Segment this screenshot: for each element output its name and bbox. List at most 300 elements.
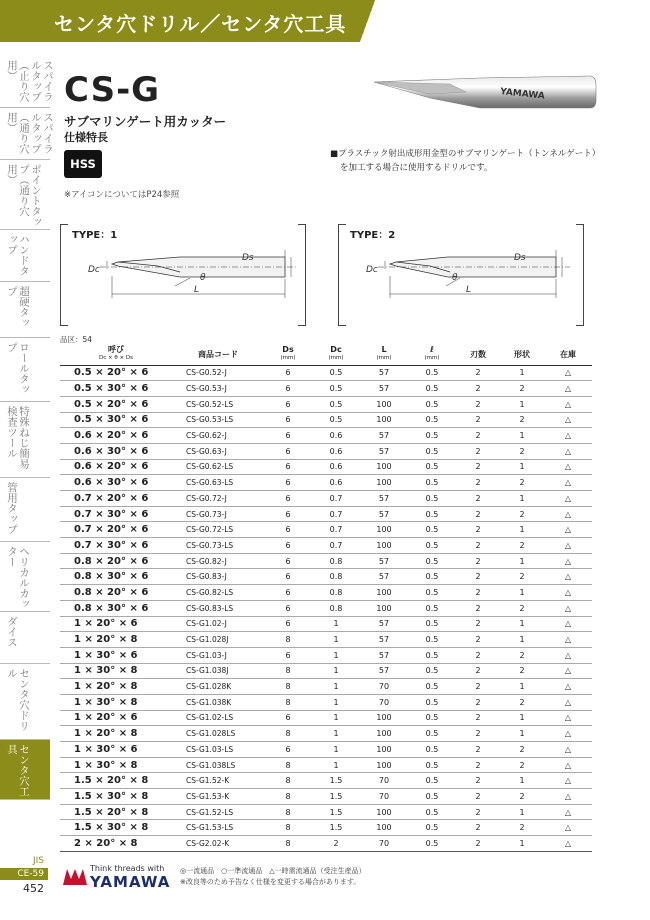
table-cell: 57 [360, 647, 408, 663]
column-header-label: ℓ [430, 345, 434, 355]
table-cell: 0.5 [408, 694, 456, 710]
sidebar-item-label: ダイス [6, 616, 18, 648]
sidebar-item[interactable] [0, 282, 50, 338]
table-row [60, 616, 592, 632]
sidebar-item-label: 特殊ねじ簡易検査ツール [6, 406, 30, 469]
table-cell: 70 [360, 694, 408, 710]
sidebar-item[interactable] [0, 542, 50, 612]
table-row [60, 459, 592, 475]
table-cell: CS-G0.72-J [172, 491, 264, 507]
table-cell: 100 [360, 710, 408, 726]
table-cell: 0.7 × 20° × 6 [60, 491, 172, 507]
column-header-unit: (mm) [424, 355, 440, 362]
table-cell: 100 [360, 742, 408, 758]
table-cell: 0.5 [408, 647, 456, 663]
table-row [60, 789, 592, 805]
table-cell: 0.5 [408, 553, 456, 569]
table-cell: 2 [456, 757, 500, 773]
table-cell: 8 [264, 820, 312, 836]
column-header-label: Dc [330, 345, 342, 355]
table-cell: △ [544, 585, 592, 601]
legend-line: ◎一流通品 ○一準流通品 △一時需流通品（受注生産品） [180, 867, 366, 875]
table-cell: 6 [264, 710, 312, 726]
brand-tagline: Think threads with [90, 864, 165, 873]
table-row [60, 836, 592, 852]
spec-table [60, 344, 592, 852]
sidebar-item[interactable] [0, 160, 50, 230]
table-cell: 2 [456, 506, 500, 522]
table-row [60, 632, 592, 648]
table-cell: △ [544, 600, 592, 616]
column-header-label: L [381, 345, 387, 355]
table-cell: 1 [500, 679, 544, 695]
page-number: 452 [23, 882, 44, 895]
column-header [500, 344, 544, 365]
table-cell: 0.7 [312, 506, 360, 522]
table-cell: 1.5 × 20° × 8 [60, 773, 172, 789]
table-cell: 0.5 [312, 381, 360, 397]
table-cell: 1 [500, 632, 544, 648]
table-cell: 1 × 30° × 6 [60, 647, 172, 663]
table-cell: 70 [360, 679, 408, 695]
table-cell: 0.5 [408, 506, 456, 522]
sidebar-item[interactable] [0, 612, 50, 664]
table-cell: 0.7 × 20° × 6 [60, 522, 172, 538]
table-cell: △ [544, 710, 592, 726]
table-row [60, 694, 592, 710]
table-cell: 0.5 [408, 396, 456, 412]
table-cell: 1 [312, 726, 360, 742]
table-cell: 1 [312, 647, 360, 663]
table-cell: △ [544, 569, 592, 585]
table-cell: 2 [456, 381, 500, 397]
column-header-label: 刃数 [470, 349, 486, 359]
table-cell: △ [544, 647, 592, 663]
table-cell: 1 [500, 804, 544, 820]
table-row [60, 522, 592, 538]
table-cell: 1 [500, 459, 544, 475]
table-row [60, 396, 592, 412]
type1-label: TYPE：1 [72, 230, 118, 241]
table-row [60, 443, 592, 459]
column-header-label: 在庫 [560, 349, 576, 359]
table-cell: △ [544, 522, 592, 538]
table-cell: 0.7 [312, 522, 360, 538]
table-cell: 0.6 [312, 443, 360, 459]
table-cell: △ [544, 789, 592, 805]
tool-photo [370, 70, 600, 130]
table-cell: 1 [500, 726, 544, 742]
table-cell: 0.5 [408, 836, 456, 852]
table-cell: 1.5 [312, 789, 360, 805]
table-cell: 1 × 20° × 8 [60, 726, 172, 742]
table-cell: 1 [500, 396, 544, 412]
column-header-unit: (mm) [328, 355, 344, 362]
table-cell: 70 [360, 773, 408, 789]
table-cell: 0.5 [408, 789, 456, 805]
table-cell: 1 [312, 742, 360, 758]
column-header-unit: (mm) [280, 355, 296, 362]
table-cell: 6 [264, 443, 312, 459]
table-cell: CS-G0.73-LS [172, 538, 264, 554]
table-cell: 2 [456, 647, 500, 663]
table-cell: 6 [264, 600, 312, 616]
table-cell: CS-G1.028LS [172, 726, 264, 742]
table-cell: 2 [500, 694, 544, 710]
table-cell: CS-G0.83-J [172, 569, 264, 585]
column-header-label: Ds [282, 345, 294, 355]
table-cell: △ [544, 506, 592, 522]
table-cell: CS-G0.53-LS [172, 412, 264, 428]
table-cell: 6 [264, 475, 312, 491]
table-cell: 2 [500, 600, 544, 616]
table-cell: 2 [456, 679, 500, 695]
table-cell: CS-G1.028K [172, 679, 264, 695]
table-cell: 0.8 × 20° × 6 [60, 585, 172, 601]
tool-marking: YAMAWA [499, 87, 546, 102]
table-cell: 6 [264, 553, 312, 569]
table-cell: △ [544, 459, 592, 475]
table-cell: 0.8 [312, 600, 360, 616]
table-cell: CS-G0.63-LS [172, 475, 264, 491]
table-cell: CS-G0.72-LS [172, 522, 264, 538]
stock-legend [180, 866, 366, 888]
table-cell: 6 [264, 459, 312, 475]
sidebar-item[interactable] [0, 478, 50, 542]
table-cell: 0.6 [312, 428, 360, 444]
table-cell: 0.8 × 30° × 6 [60, 569, 172, 585]
table-cell: 57 [360, 428, 408, 444]
table-cell: 6 [264, 647, 312, 663]
table-cell: 1 [500, 773, 544, 789]
table-cell: 2 [456, 663, 500, 679]
table-cell: 100 [360, 804, 408, 820]
table-cell: 0.5 [408, 820, 456, 836]
sidebar-item[interactable] [0, 740, 50, 800]
table-cell: 1.5 × 30° × 8 [60, 789, 172, 805]
table-cell: 0.5 [408, 538, 456, 554]
table-cell: 1.5 [312, 773, 360, 789]
type2-drawing [338, 224, 584, 326]
table-cell: 2 [456, 600, 500, 616]
table-cell: CS-G1.03-LS [172, 742, 264, 758]
table-cell: CS-G0.82-J [172, 553, 264, 569]
table-cell: 6 [264, 616, 312, 632]
table-cell: 0.5 [408, 428, 456, 444]
column-header [360, 344, 408, 365]
table-cell: CS-G0.73-J [172, 506, 264, 522]
column-header-label: 形状 [514, 349, 530, 359]
table-cell: 2 [500, 663, 544, 679]
table-cell: 2 [456, 726, 500, 742]
sidebar-item-label: ロールタップ [6, 342, 30, 395]
table-cell: 2 [312, 836, 360, 852]
table-cell: 0.5 [408, 381, 456, 397]
table-cell: 1 [312, 694, 360, 710]
sidebar-item-label: スパイラルタップ（止り穴用） [6, 60, 54, 102]
table-cell: 0.5 [408, 663, 456, 679]
brand-name: YAMAWA [90, 873, 171, 891]
table-cell: 57 [360, 569, 408, 585]
sidebar-item[interactable] [0, 230, 50, 282]
table-cell: △ [544, 632, 592, 648]
sidebar-item[interactable] [0, 108, 54, 160]
table-cell: 8 [264, 789, 312, 805]
table-cell: △ [544, 491, 592, 507]
table-cell: 1 × 20° × 8 [60, 632, 172, 648]
table-body [60, 365, 592, 851]
table-cell: 2 [456, 804, 500, 820]
table-cell: 57 [360, 491, 408, 507]
table-cell: 2 [456, 428, 500, 444]
table-cell: 0.5 [408, 726, 456, 742]
sidebar-item[interactable] [0, 338, 50, 402]
table-cell: 1 × 20° × 8 [60, 679, 172, 695]
table-cell: 2 [456, 459, 500, 475]
table-cell: 1 [312, 616, 360, 632]
sidebar-item-label: 管用タップ [6, 482, 18, 535]
column-header-unit: Dc × θ × Ds [99, 355, 133, 362]
table-cell: 8 [264, 632, 312, 648]
table-cell: 1 [500, 365, 544, 381]
table-cell: 2 [500, 412, 544, 428]
table-cell: 2 [500, 569, 544, 585]
table-row [60, 820, 592, 836]
table-row [60, 553, 592, 569]
column-header-label: 商品コード [198, 349, 238, 359]
jis-label: JIS [32, 856, 44, 866]
table-cell: 6 [264, 412, 312, 428]
table-cell: 6 [264, 506, 312, 522]
table-cell: 100 [360, 757, 408, 773]
l-label: L [466, 285, 472, 295]
category-sidebar [0, 56, 54, 856]
table-row [60, 600, 592, 616]
table-cell: 2 [456, 789, 500, 805]
table-cell: △ [544, 475, 592, 491]
sidebar-item[interactable] [0, 664, 50, 740]
table-cell: 0.6 × 20° × 6 [60, 459, 172, 475]
table-cell: 0.6 [312, 475, 360, 491]
table-cell: 1 [312, 632, 360, 648]
table-cell: 2 [456, 694, 500, 710]
table-cell: 1 × 30° × 8 [60, 757, 172, 773]
table-cell: 2 [500, 506, 544, 522]
table-row [60, 491, 592, 507]
description-line: を加工する場合に使用するドリルです。 [340, 163, 493, 173]
table-cell: 2 [456, 569, 500, 585]
table-cell: △ [544, 726, 592, 742]
area-label: 品区：54 [60, 335, 93, 344]
table-row [60, 679, 592, 695]
table-cell: 6 [264, 538, 312, 554]
table-cell: 2 [456, 412, 500, 428]
table-cell: 0.7 [312, 538, 360, 554]
table-cell: 0.7 [312, 491, 360, 507]
table-cell: 2 [456, 443, 500, 459]
ds-label: Ds [514, 253, 526, 263]
table-cell: 0.5 × 20° × 6 [60, 365, 172, 381]
table-cell: 6 [264, 585, 312, 601]
table-cell: △ [544, 836, 592, 852]
table-cell: 0.8 [312, 585, 360, 601]
table-cell: CS-G1.53-K [172, 789, 264, 805]
table-cell: 100 [360, 522, 408, 538]
table-cell: 6 [264, 396, 312, 412]
table-cell: 1 [312, 710, 360, 726]
table-cell: CS-G0.53-J [172, 381, 264, 397]
table-cell: △ [544, 757, 592, 773]
table-cell: △ [544, 381, 592, 397]
table-row [60, 710, 592, 726]
table-row [60, 804, 592, 820]
table-cell: 0.7 × 30° × 6 [60, 538, 172, 554]
table-cell: 100 [360, 538, 408, 554]
table-cell: △ [544, 679, 592, 695]
table-cell: 1 × 30° × 8 [60, 663, 172, 679]
table-cell: CS-G1.038J [172, 663, 264, 679]
table-cell: CS-G1.02-LS [172, 710, 264, 726]
table-cell: CS-G0.83-LS [172, 600, 264, 616]
table-cell: 0.5 [408, 459, 456, 475]
table-cell: 2 [456, 632, 500, 648]
table-cell: 0.8 [312, 553, 360, 569]
table-row [60, 757, 592, 773]
sidebar-item-label: 超硬タップ [6, 286, 30, 328]
sidebar-item-label: ハンドタップ [6, 234, 30, 276]
table-cell: 0.5 [408, 522, 456, 538]
table-cell: 0.5 [312, 365, 360, 381]
table-cell: CS-G1.038K [172, 694, 264, 710]
table-cell: 6 [264, 365, 312, 381]
product-name: CS-G [64, 70, 161, 110]
table-cell: 0.5 [408, 585, 456, 601]
table-cell: 8 [264, 757, 312, 773]
table-cell: △ [544, 412, 592, 428]
table-row [60, 412, 592, 428]
table-cell: 1 × 30° × 6 [60, 742, 172, 758]
table-cell: CS-G0.62-LS [172, 459, 264, 475]
table-cell: 0.5 [408, 710, 456, 726]
table-row [60, 742, 592, 758]
theta-label: θ [452, 273, 458, 283]
column-header [544, 344, 592, 365]
table-cell: △ [544, 553, 592, 569]
table-cell: 100 [360, 600, 408, 616]
icon-note: ※アイコンについてはP24参照 [64, 190, 180, 200]
spec-heading: 仕様特長 [64, 131, 108, 144]
table-cell: 1 [500, 836, 544, 852]
table-cell: 1 [500, 585, 544, 601]
table-cell: 1.5 × 20° × 8 [60, 804, 172, 820]
table-cell: △ [544, 365, 592, 381]
table-cell: 2 [456, 396, 500, 412]
table-cell: 100 [360, 726, 408, 742]
table-cell: 2 [456, 820, 500, 836]
hss-badge: HSS [64, 150, 102, 178]
table-cell: CS-G0.52-J [172, 365, 264, 381]
table-cell: 100 [360, 820, 408, 836]
table-cell: 0.5 [408, 443, 456, 459]
table-cell: 0.5 [408, 600, 456, 616]
table-cell: 2 [500, 742, 544, 758]
column-header [312, 344, 360, 365]
table-cell: CS-G0.52-LS [172, 396, 264, 412]
dc-label: Dc [366, 265, 378, 275]
table-cell: 0.8 × 20° × 6 [60, 553, 172, 569]
table-cell: 57 [360, 381, 408, 397]
table-row [60, 663, 592, 679]
table-cell: 6 [264, 381, 312, 397]
table-cell: △ [544, 396, 592, 412]
table-cell: 6 [264, 742, 312, 758]
sidebar-item-label: ヘリカルカッター [6, 546, 30, 609]
table-cell: 1 × 20° × 6 [60, 710, 172, 726]
table-cell: 100 [360, 475, 408, 491]
l-label: L [194, 285, 200, 295]
table-cell: CS-G1.02-J [172, 616, 264, 632]
table-cell: △ [544, 773, 592, 789]
table-cell: △ [544, 616, 592, 632]
table-cell: 0.5 × 30° × 6 [60, 412, 172, 428]
column-header [456, 344, 500, 365]
table-cell: 0.5 [408, 616, 456, 632]
table-cell: 1.5 × 30° × 8 [60, 820, 172, 836]
table-cell: 8 [264, 694, 312, 710]
table-cell: 8 [264, 726, 312, 742]
table-cell: 2 × 20° × 8 [60, 836, 172, 852]
table-cell: 0.5 [312, 412, 360, 428]
table-cell: 57 [360, 553, 408, 569]
table-row [60, 475, 592, 491]
table-cell: 2 [456, 365, 500, 381]
table-cell: 0.5 × 30° × 6 [60, 381, 172, 397]
type1-diagram [60, 224, 306, 326]
table-cell: 8 [264, 804, 312, 820]
description-line: ■プラスチック射出成形用金型のサブマリンゲート（トンネルゲート） [330, 149, 601, 159]
sidebar-item[interactable] [0, 402, 50, 478]
table-row [60, 569, 592, 585]
table-cell: CS-G1.038LS [172, 757, 264, 773]
table-cell: 2 [500, 647, 544, 663]
table-cell: △ [544, 742, 592, 758]
table-cell: △ [544, 428, 592, 444]
product-description [330, 147, 600, 175]
table-cell: 2 [500, 475, 544, 491]
table-cell: 2 [456, 585, 500, 601]
table-cell: 2 [500, 789, 544, 805]
table-cell: 0.6 × 30° × 6 [60, 475, 172, 491]
table-cell: 1 [500, 710, 544, 726]
catalog-code: CE-59 [0, 868, 48, 880]
page-header [0, 0, 650, 42]
sidebar-item[interactable] [0, 56, 54, 108]
sidebar-item-label: センタ穴ドリル [6, 668, 30, 731]
table-cell: 0.5 [408, 804, 456, 820]
table-cell: CS-G0.63-J [172, 443, 264, 459]
table-cell: △ [544, 663, 592, 679]
table-cell: 1 [500, 522, 544, 538]
table-cell: 100 [360, 459, 408, 475]
table-cell: CS-G0.82-LS [172, 585, 264, 601]
table-cell: CS-G1.52-LS [172, 804, 264, 820]
table-cell: 1 [500, 491, 544, 507]
column-header [172, 344, 264, 365]
sidebar-item-label: センタ穴工具 [6, 744, 30, 797]
table-cell: CS-G0.62-J [172, 428, 264, 444]
table-cell: △ [544, 804, 592, 820]
table-cell: CS-G1.03-J [172, 647, 264, 663]
